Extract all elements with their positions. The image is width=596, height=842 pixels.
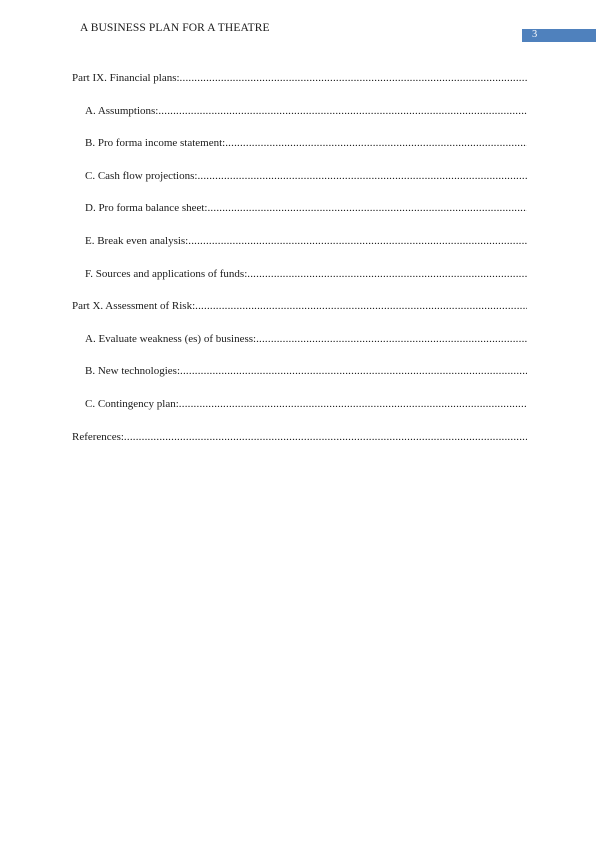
toc-entry-financial-plans[interactable] [72,68,527,101]
toc-entry-label: Part IX. Financial plans: [72,72,180,84]
toc-entry-income-statement[interactable] [85,133,527,166]
toc-entry-balance-sheet[interactable] [85,198,527,231]
dot-leader [180,68,527,88]
toc-entry-assumptions[interactable] [85,101,527,134]
toc-entry-label: B. Pro forma income statement: [85,137,226,150]
dot-leader [197,166,527,186]
toc-entry-break-even[interactable] [85,231,527,264]
toc-entry-contingency-plan[interactable] [85,394,527,427]
toc-entry-risk-assessment[interactable] [72,296,527,329]
toc-entry-references[interactable] [72,427,527,460]
running-header-title: A BUSINESS PLAN FOR A THEATRE [80,22,270,34]
dot-leader [207,198,527,218]
dot-leader [180,361,527,381]
toc-entry-new-technologies[interactable] [85,361,527,394]
dot-leader [256,329,527,349]
dot-leader [179,394,527,414]
toc-entry-label: B. New technologies: [85,365,181,378]
dot-leader [158,101,527,121]
page-number: 3 [532,29,538,40]
toc-entry-label: C. Cash flow projections: [85,169,198,182]
toc-entry-label: Part X. Assessment of Risk: [72,300,196,313]
toc-entry-sources-of-funds[interactable] [85,264,527,297]
dot-leader [188,231,527,251]
dot-leader [225,133,527,153]
table-of-contents [72,68,527,459]
dot-leader [124,427,527,447]
toc-entry-label: D. Pro forma balance sheet: [85,202,208,215]
toc-entry-weakness[interactable] [85,329,527,362]
dot-leader [195,296,527,316]
toc-entry-label: F. Sources and applications of funds: [85,267,248,280]
toc-entry-label: C. Contingency plan: [85,397,179,410]
toc-entry-label: A. Evaluate weakness (es) of business: [85,332,257,345]
toc-entry-label: A. Assumptions: [85,104,159,117]
toc-entry-label: References: [72,430,124,443]
toc-entry-label: E. Break even analysis: [85,234,189,247]
toc-entry-cash-flow[interactable] [85,166,527,199]
dot-leader [247,264,527,284]
page-number-badge [522,29,596,42]
